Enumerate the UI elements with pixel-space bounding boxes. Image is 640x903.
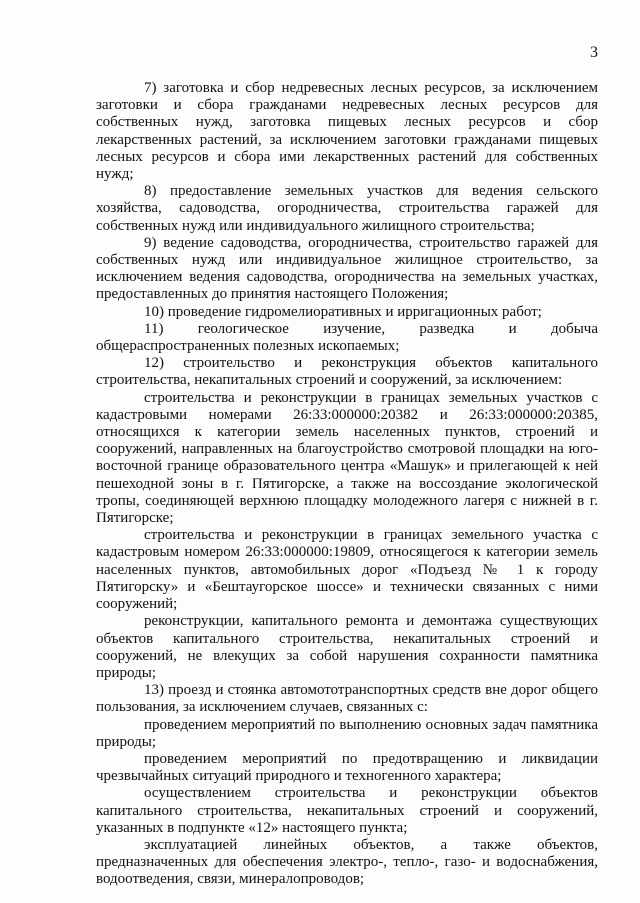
- paragraph-exception-roads: строительства и реконструкции в границах земельного участка с кадастровым номером 26:33:000000:19809, относящегося к категории земель населенных пунктов, автомобильных дорог «Подъезд № 1 к городу Пятигорску» и «Бештаугорское шоссе» и технически связанных с ними сооружений;: [96, 527, 598, 613]
- paragraph-item-12: 12) строительство и реконструкция объектов капитального строительства, некапитальных строений и сооружений, за исключением:: [96, 355, 598, 389]
- paragraph-case-emergencies: проведением мероприятий по предотвращению и ликвидации чрезвычайных ситуаций природного и техногенного характера;: [96, 750, 598, 785]
- paragraph-case-linear-objects: эксплуатацией линейных объектов, а также объектов, предназначенных для обеспечения электро-, тепло-, газо- и водоснабжения, водоотведения, связи, минералопроводов;: [96, 836, 598, 888]
- paragraph-item-9: 9) ведение садоводства, огородничества, строительство гаражей для собственных нужд или индивидуальное жилищное строительство, за исключением ведения садоводства, огородничества на земельных участках, предоставленных до принятия настоящего Положения;: [96, 234, 598, 303]
- paragraph-item-8: 8) предоставление земельных участков для ведения сельского хозяйства, садоводства, огородничества, строительства гаражей для собственных нужд или индивидуального жилищного строительства;: [96, 183, 598, 234]
- paragraph-item-13: 13) проезд и стоянка автомототранспортных средств вне дорог общего пользования, за исключением случаев, связанных с:: [96, 682, 598, 716]
- paragraph-item-11: 11) геологическое изучение, разведка и добыча общераспространенных полезных ископаемых;: [96, 320, 598, 355]
- paragraph-exception-reconstruction: реконструкции, капитального ремонта и демонтажа существующих объектов капитального строительства, некапитальных строений и сооружений, не влекущих за собой нарушения сохранности памятника природы;: [96, 613, 598, 681]
- paragraph-item-7: 7) заготовка и сбор недревесных лесных ресурсов, за исключением заготовки и сбора гражданами недревесных лесных ресурсов для собственных нужд, заготовка пищевых лесных ресурсов и сбор лекарственных растений, за исключением заготовки гражданами пищевых лесных ресурсов и сбора ими лекарственных растений для собственных нужд;: [96, 80, 598, 183]
- paragraph-case-main-tasks: проведением мероприятий по выполнению основных задач памятника природы;: [96, 716, 598, 750]
- page-number: 3: [590, 44, 598, 61]
- paragraph-exception-mashuk: строительства и реконструкции в границах земельных участков с кадастровыми номерами 26:33:000000:20382 и 26:33:000000:20385, относящихся к категории земель населенных пунктов, строений и сооружений, направленных на благоустройство смотровой площадки на юго-восточной границе образовательного центра «Машук» и прилегающей к ней пешеходной зоны в г. Пятигорске, а также на воссоздание экологической тропы, соединяющей верхнюю площадку молодежного лагеря с нижней в г. Пятигорске;: [96, 389, 598, 527]
- paragraph-item-10: 10) проведение гидромелиоративных и ирригационных работ;: [144, 303, 542, 320]
- paragraph-case-construction: осуществлением строительства и реконструкции объектов капитального строительства, некапитальных строений и сооружений, указанных в подпункте «12» настоящего пункта;: [96, 785, 598, 836]
- document-body: [96, 80, 598, 889]
